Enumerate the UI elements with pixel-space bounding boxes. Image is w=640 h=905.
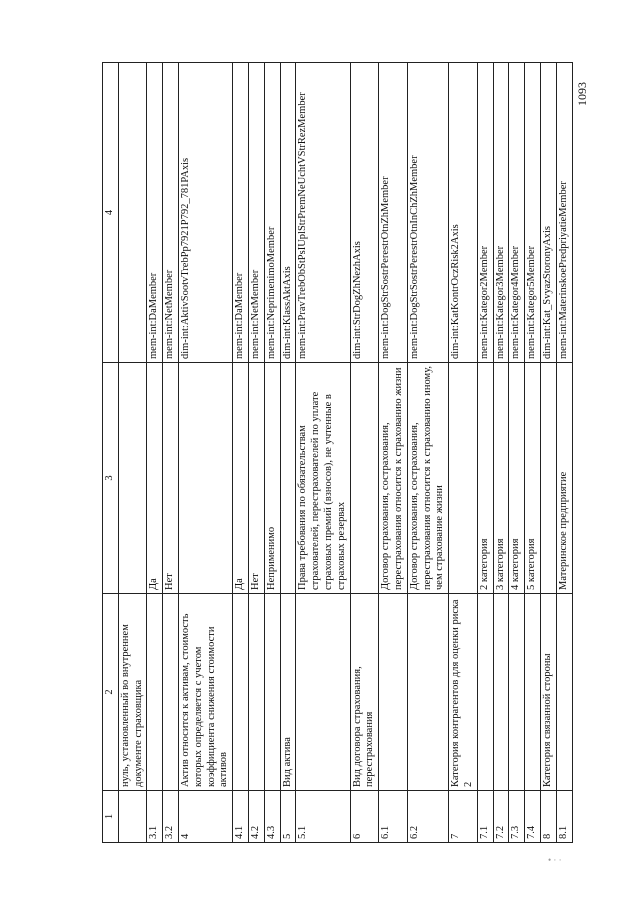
row-number-cell: 3.2 bbox=[163, 791, 179, 843]
row-number-cell: 4.2 bbox=[248, 791, 264, 843]
value-cell: Нет bbox=[163, 363, 179, 594]
scan-marks: • · · bbox=[548, 855, 562, 865]
code-cell: mem-int:Kategor5Member bbox=[525, 63, 541, 363]
table-row bbox=[350, 63, 379, 843]
code-cell: mem-int:Kategor2Member bbox=[477, 63, 493, 363]
header-cell: 3 bbox=[103, 363, 119, 594]
code-cell: mem-int:NetMember bbox=[248, 63, 264, 363]
row-number-cell: 4.1 bbox=[233, 791, 249, 843]
table-row bbox=[379, 63, 408, 843]
attribute-name-cell bbox=[477, 594, 493, 791]
row-number-cell: 7 bbox=[449, 791, 478, 843]
value-cell: 3 категория bbox=[493, 363, 509, 594]
attribute-name-cell: Категория связанной стороны bbox=[540, 594, 556, 791]
code-cell: mem-int:DogStrSostrPerestrOtnInChZhMember bbox=[407, 63, 448, 363]
attribute-name-cell bbox=[233, 594, 249, 791]
code-cell: dim-int:KlassAktAxis bbox=[280, 63, 296, 363]
table-row bbox=[525, 63, 541, 843]
value-cell bbox=[449, 363, 478, 594]
code-cell: mem-int:NeprimenimoMember bbox=[264, 63, 280, 363]
code-cell: mem-int:MaterinskoePredpriyatieMember bbox=[556, 63, 572, 363]
code-cell: mem-int:PravTrebObStPsIUplStrPremNeUchtVStrRezMember bbox=[296, 63, 350, 363]
row-number-cell: 8 bbox=[540, 791, 556, 843]
code-cell: mem-int:DaMember bbox=[233, 63, 249, 363]
value-cell: Неприменимо bbox=[264, 363, 280, 594]
row-number-cell: 4.3 bbox=[264, 791, 280, 843]
row-number-cell: 5 bbox=[280, 791, 296, 843]
code-cell: dim-int:KatKontrOczRisk2Axis bbox=[449, 63, 478, 363]
attribute-name-cell bbox=[163, 594, 179, 791]
code-cell: dim-int:StrDogZhNezhAxis bbox=[350, 63, 379, 363]
value-cell: 2 категория bbox=[477, 363, 493, 594]
rotated-table-container bbox=[102, 63, 569, 843]
attribute-name-cell: Вид договора страхования, перестрахования bbox=[350, 594, 379, 791]
code-cell: mem-int:NetMember bbox=[163, 63, 179, 363]
table-row bbox=[233, 63, 249, 843]
code-cell bbox=[118, 63, 147, 363]
attribute-name-cell bbox=[147, 594, 163, 791]
table-row bbox=[178, 63, 232, 843]
table-row bbox=[280, 63, 296, 843]
header-cell: 4 bbox=[103, 63, 119, 363]
table-row bbox=[493, 63, 509, 843]
value-cell: Нет bbox=[248, 363, 264, 594]
attribute-name-cell bbox=[525, 594, 541, 791]
value-cell bbox=[280, 363, 296, 594]
code-cell: mem-int:DaMember bbox=[147, 63, 163, 363]
table-row bbox=[264, 63, 280, 843]
attribute-name-cell bbox=[379, 594, 408, 791]
value-cell bbox=[118, 363, 147, 594]
row-number-cell: 6.1 bbox=[379, 791, 408, 843]
row-number-cell: 4 bbox=[178, 791, 232, 843]
page-number: 1093 bbox=[575, 82, 589, 106]
attribute-name-cell: Вид актива bbox=[280, 594, 296, 791]
table-row bbox=[407, 63, 448, 843]
row-number-cell: 7.2 bbox=[493, 791, 509, 843]
attribute-name-cell bbox=[509, 594, 525, 791]
attribute-name-cell bbox=[296, 594, 350, 791]
table-row bbox=[509, 63, 525, 843]
table-row bbox=[163, 63, 179, 843]
value-cell: 4 категория bbox=[509, 363, 525, 594]
header-cell: 1 bbox=[103, 791, 119, 843]
table-row bbox=[118, 63, 147, 843]
value-cell: Да bbox=[233, 363, 249, 594]
value-cell: Да bbox=[147, 363, 163, 594]
code-cell: mem-int:Kategor4Member bbox=[509, 63, 525, 363]
row-number-cell: 3.1 bbox=[147, 791, 163, 843]
code-cell: mem-int:Kategor3Member bbox=[493, 63, 509, 363]
code-cell: mem-int:DogStrSostrPerestrOtnZhMember bbox=[379, 63, 408, 363]
row-number-cell bbox=[118, 791, 147, 843]
code-cell: dim-int:AktivSootvTrebPp7921P792_781PAxis bbox=[178, 63, 232, 363]
attribute-name-cell: Категория контрагентов для оценки риска 2 bbox=[449, 594, 478, 791]
table-row bbox=[296, 63, 350, 843]
attribute-name-cell bbox=[407, 594, 448, 791]
value-cell bbox=[350, 363, 379, 594]
row-number-cell: 7.3 bbox=[509, 791, 525, 843]
header-cell: 2 bbox=[103, 594, 119, 791]
table-row bbox=[449, 63, 478, 843]
attribute-name-cell bbox=[248, 594, 264, 791]
row-number-cell: 8.1 bbox=[556, 791, 572, 843]
attribute-name-cell bbox=[493, 594, 509, 791]
row-number-cell: 6.2 bbox=[407, 791, 448, 843]
table-row bbox=[147, 63, 163, 843]
value-cell: Материнское предприятие bbox=[556, 363, 572, 594]
value-cell bbox=[178, 363, 232, 594]
attribute-name-cell: нуль, установленный во внутреннем документе страховщика bbox=[118, 594, 147, 791]
value-cell bbox=[540, 363, 556, 594]
value-cell: Договор страхования, сострахования, перестрахования относится к страхованию жизни bbox=[379, 363, 408, 594]
table-row bbox=[540, 63, 556, 843]
table-body bbox=[118, 63, 572, 843]
table-row bbox=[556, 63, 572, 843]
attribute-name-cell: Актив относится к активам, стоимость которых определяется с учетом коэффициента снижения стоимости активов bbox=[178, 594, 232, 791]
row-number-cell: 6 bbox=[350, 791, 379, 843]
row-number-cell: 7.1 bbox=[477, 791, 493, 843]
value-cell: Права требования по обязательствам страхователей, перестрахователей по уплате страховых премий (взносов), не учтенные в страховых резервах bbox=[296, 363, 350, 594]
row-number-cell: 5.1 bbox=[296, 791, 350, 843]
attribute-name-cell bbox=[264, 594, 280, 791]
value-cell: 5 категория bbox=[525, 363, 541, 594]
classification-table bbox=[102, 62, 573, 843]
value-cell: Договор страхования, сострахования, перестрахования относится к страхованию иному, чем страхование жизни bbox=[407, 363, 448, 594]
attribute-name-cell bbox=[556, 594, 572, 791]
row-number-cell: 7.4 bbox=[525, 791, 541, 843]
code-cell: dim-int:Kat_SvyazStoronyAxis bbox=[540, 63, 556, 363]
table-header-row bbox=[103, 63, 119, 843]
table-row bbox=[477, 63, 493, 843]
table-row bbox=[248, 63, 264, 843]
